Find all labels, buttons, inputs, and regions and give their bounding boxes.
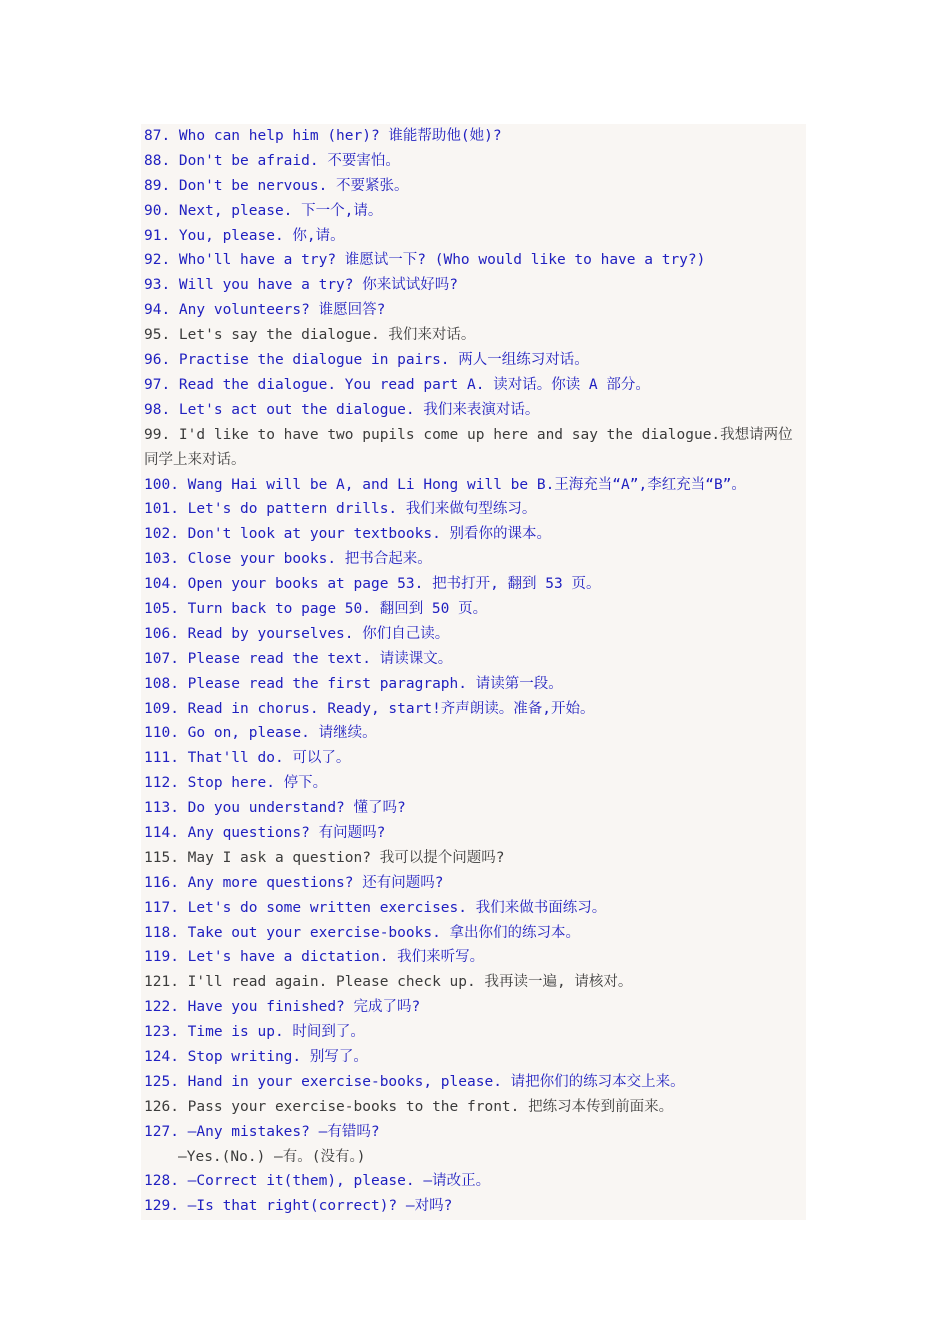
phrase-line: 103. Close your books. 把书合起来。 (144, 551, 432, 568)
phrase-line: 106. Read by yourselves. 你们自己读。 (144, 625, 450, 642)
phrase-line: 111. That'll do. 可以了。 (144, 750, 351, 767)
phrase-line: 113. Do you understand? 懂了吗? (144, 800, 406, 817)
phrase-line: 108. Please read the first paragraph. 请读第一段。 (144, 675, 563, 692)
phrase-line: 121. I'll read again. Please check up. 我再读一遍, 请核对。 (144, 974, 633, 991)
phrase-line: —Yes.(No.) —有。(没有。) (178, 1148, 366, 1165)
phrase-line: 95. Let's say the dialogue. 我们来对话。 (144, 327, 476, 344)
phrase-line: 88. Don't be afraid. 不要害怕。 (144, 152, 400, 169)
phrase-line: 90. Next, please. 下一个,请。 (144, 202, 383, 219)
phrase-line: 107. Please read the text. 请读课文。 (144, 650, 453, 667)
phrase-line: 116. Any more questions? 还有问题吗? (144, 874, 444, 891)
phrase-line: 118. Take out your exercise-books. 拿出你们的练习本。 (144, 924, 581, 941)
phrase-list (144, 124, 804, 1219)
phrase-line: 115. May I ask a question? 我可以提个问题吗? (144, 849, 505, 866)
phrase-line: 93. Will you have a try? 你来试试好吗? (144, 277, 458, 294)
phrase-line: 126. Pass your exercise-books to the front. 把练习本传到前面来。 (144, 1098, 674, 1115)
phrase-line: 119. Let's have a dictation. 我们来听写。 (144, 949, 485, 966)
phrase-line: 87. Who can help him (her)? 谁能帮助他(她)? (144, 128, 502, 144)
phrase-line: 128. —Correct it(them), please. —请改正。 (144, 1173, 491, 1190)
phrase-line: 98. Let's act out the dialogue. 我们来表演对话。 (144, 401, 540, 418)
phrase-line: 123. Time is up. 时间到了。 (144, 1024, 365, 1041)
phrase-line: 129. —Is that right(correct)? —对吗? (144, 1198, 453, 1215)
phrase-line: 124. Stop writing. 别写了。 (144, 1048, 368, 1065)
phrase-line: 89. Don't be nervous. 不要紧张。 (144, 177, 409, 194)
phrase-line: 110. Go on, please. 请继续。 (144, 725, 377, 742)
phrase-line: 127. —Any mistakes? —有错吗? (144, 1123, 380, 1140)
phrase-line: 122. Have you finished? 完成了吗? (144, 999, 421, 1016)
phrase-line: 91. You, please. 你,请。 (144, 227, 345, 244)
phrase-line: 117. Let's do some written exercises. 我们来做书面练习。 (144, 899, 607, 916)
phrase-line: 105. Turn back to page 50. 翻回到 50 页。 (144, 600, 488, 617)
phrase-line: 92. Who'll have a try? 谁愿试一下? (Who would like to have a try?) (144, 252, 706, 269)
phrase-line: 100. Wang Hai will be A, and Li Hong will be B.王海充当“A”,李红充当“B”。 (144, 476, 746, 493)
phrase-line: 101. Let's do pattern drills. 我们来做句型练习。 (144, 501, 537, 518)
phrase-line: 109. Read in chorus. Ready, start!齐声朗读。准备,开始。 (144, 700, 595, 717)
phrase-line: 125. Hand in your exercise-books, please. 请把你们的练习本交上来。 (144, 1073, 685, 1090)
phrase-line: 94. Any volunteers? 谁愿回答? (144, 302, 386, 319)
phrase-line: 114. Any questions? 有问题吗? (144, 824, 386, 841)
phrase-line: 97. Read the dialogue. You read part A. 读对话。你读 A 部分。 (144, 376, 650, 393)
phrase-line: 102. Don't look at your textbooks. 别看你的课本。 (144, 526, 552, 543)
phrase-line: 104. Open your books at page 53. 把书打开, 翻到 53 页。 (144, 576, 601, 593)
phrase-line: 112. Stop here. 停下。 (144, 775, 328, 792)
phrase-line: 96. Practise the dialogue in pairs. 两人一组练习对话。 (144, 352, 589, 369)
phrase-line: 99. I'd like to have two pupils come up here and say the dialogue.我想请两位同学上来对话。 (144, 426, 793, 468)
